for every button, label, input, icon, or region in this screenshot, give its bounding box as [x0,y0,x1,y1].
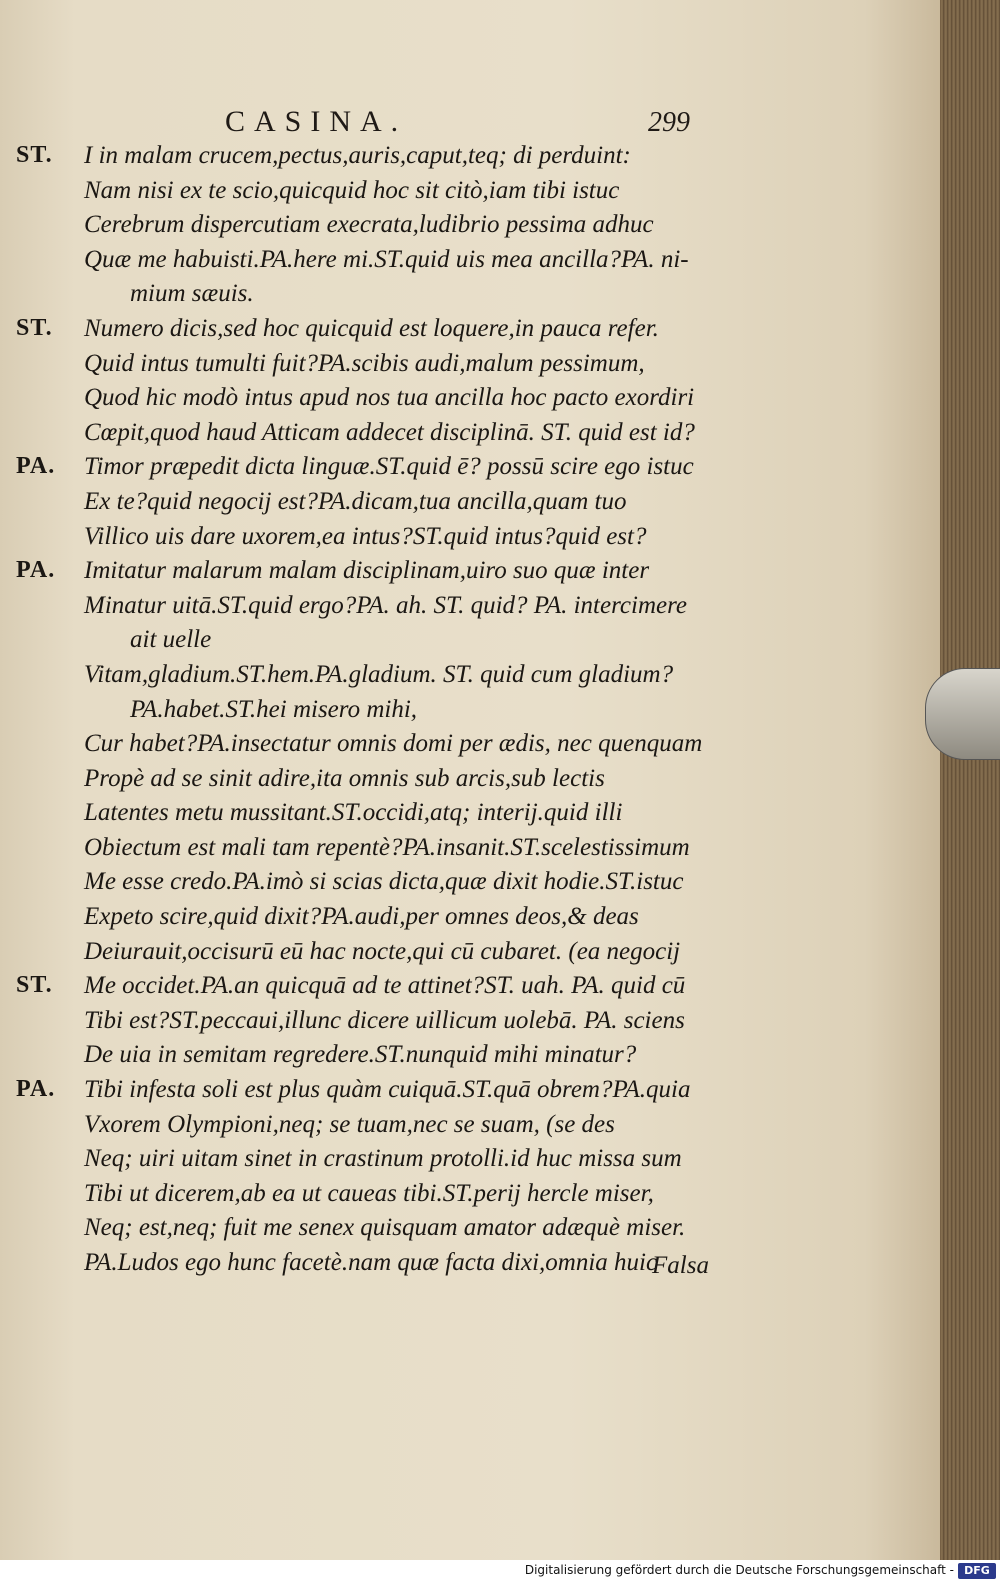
verse-line [0,384,940,419]
verse-line [0,1111,940,1146]
verse-text: Vxorem Olympioni,neq; se tuam,nec se suam, (se des [84,1110,615,1138]
verse-text: Tibi ut dicerem,ab ea ut caueas tibi.ST.perij hercle miser, [84,1179,654,1207]
verse-text: Latentes metu mussitant.ST.occidi,atq; interij.quid illi [84,799,623,827]
verse-line [0,453,940,488]
verse-line [0,868,940,903]
book-clip [925,668,1000,760]
verse-text: I in malam crucem,pectus,auris,caput,teq; di perduint: [84,142,631,169]
verse-line [0,177,940,212]
verse-text: mium sæuis. [130,280,254,308]
verse-text: Timor præpedit dicta linguæ.ST.quid ē? possū scire ego istuc [84,453,694,481]
speaker-label: ST. [16,972,53,999]
verse-line [0,1007,940,1042]
verse-line [0,730,940,765]
verse-text: Obiectum est mali tam repentè?PA.insanit.ST.scelestissimum [84,833,690,861]
dfg-logo: DFG [958,1563,996,1579]
running-title: CASINA. [225,105,408,138]
verse-line [0,315,940,350]
verse-text: Minatur uitā.ST.quid ergo?PA. ah. ST. quid? PA. intercimere [84,591,687,619]
verse-text: PA.Ludos ego hunc facetè.nam quæ facta dixi,omnia huic [84,1249,658,1276]
verse-line [0,938,940,973]
verse-text: Tibi infesta soli est plus quàm cuiquā.ST.quā obrem?PA.quia [84,1076,691,1104]
verse-text: Vitam,gladium.ST.hem.PA.gladium. ST. quid cum gladium? [84,660,674,688]
verse-text: Ex te?quid negocij est?PA.dicam,tua ancilla,quam tuo [84,487,627,515]
verse-text: Propè ad se sinit adire,ita omnis sub arcis,sub lectis [84,764,605,792]
verse-line [0,246,940,281]
verse-line [0,661,940,696]
verse-text: Neq; uiri uitam sinet in crastinum protolli.id huc missa sum [84,1145,682,1173]
verse-line [0,903,940,938]
verse-text: Numero dicis,sed hoc quicquid est loquere,in pauca refer. [84,314,659,342]
speaker-label: PA. [16,1076,56,1103]
verse-line [0,142,940,177]
verse-text: Neq; est,neq; fuit me senex quisquam amator adæquè miser. [84,1214,686,1242]
verse-text: Quæ me habuisti.PA.here mi.ST.quid uis mea ancilla?PA. ni- [84,245,689,273]
page-number: 299 [648,107,690,138]
verse-text: ait uelle [130,626,212,654]
verse-text: Me occidet.PA.an quicquā ad te attinet?ST. uah. PA. quid cū [84,972,686,1000]
verse-line [0,592,940,627]
verse-line [0,419,940,454]
verse-line [0,280,940,315]
speaker-label: ST. [16,142,53,168]
verse-text: Imitatur malarum malam disciplinam,uiro suo quæ inter [84,557,650,585]
verse-text: Quid intus tumulti fuit?PA.scibis audi,malum pessimum, [84,349,645,377]
verse-line [0,834,940,869]
verse-line [0,696,940,731]
verse-line [0,488,940,523]
verse-text: Deiurauit,occisurū eū hac nocte,qui cū cubaret. (ea negocij [84,937,681,965]
verse-line [0,1076,940,1111]
verse-line [0,765,940,800]
speaker-label: ST. [16,314,53,341]
verse-text: Cur habet?PA.insectatur omnis domi per ædis, nec quenquam [84,730,703,758]
book-page-edges [940,0,1000,1583]
verse-text: Cœpit,quod haud Atticam addecet disciplinā. ST. quid est id? [84,418,695,446]
speaker-label: PA. [16,557,56,584]
funding-credit: Digitalisierung gefördert durch die Deutsche Forschungsgemeinschaft - [524,1563,954,1577]
footer-bar [0,1560,1000,1583]
verse-line [0,1041,940,1076]
verse-text: Quod hic modò intus apud nos tua ancilla hoc pacto exordiri [84,384,695,412]
verse-text: Cerebrum dispercutiam execrata,ludibrio pessima adhuc [84,211,654,239]
verse-line [0,350,940,385]
verse-line [0,211,940,246]
verse-line [0,557,940,592]
catchword: Falsa [652,1252,709,1279]
verse-text: Expeto scire,quid dixit?PA.audi,per omnes deos,& deas [84,903,639,931]
verse-text: Villico uis dare uxorem,ea intus?ST.quid intus?quid est? [84,522,647,550]
verse-text: Tibi est?ST.peccaui,illunc dicere uillicum uolebā. PA. sciens [84,1006,685,1034]
verse-line [0,1214,940,1249]
verse-text: De uia in semitam regredere.ST.nunquid mihi minatur? [84,1041,637,1069]
verse-text: Me esse credo.PA.imò si scias dicta,quæ dixit hodie.ST.istuc [84,868,684,896]
verse-line [0,799,940,834]
verse-line [0,626,940,661]
play-text [0,142,940,1284]
speaker-label: PA. [16,453,56,480]
page-header [0,105,940,145]
verse-text: Nam nisi ex te scio,quicquid hoc sit citò,iam tibi istuc [84,176,620,204]
verse-line [0,1249,940,1284]
verse-text: PA.habet.ST.hei misero mihi, [130,695,418,723]
verse-line [0,1145,940,1180]
verse-line [0,1180,940,1215]
verse-line [0,523,940,558]
verse-line [0,972,940,1007]
